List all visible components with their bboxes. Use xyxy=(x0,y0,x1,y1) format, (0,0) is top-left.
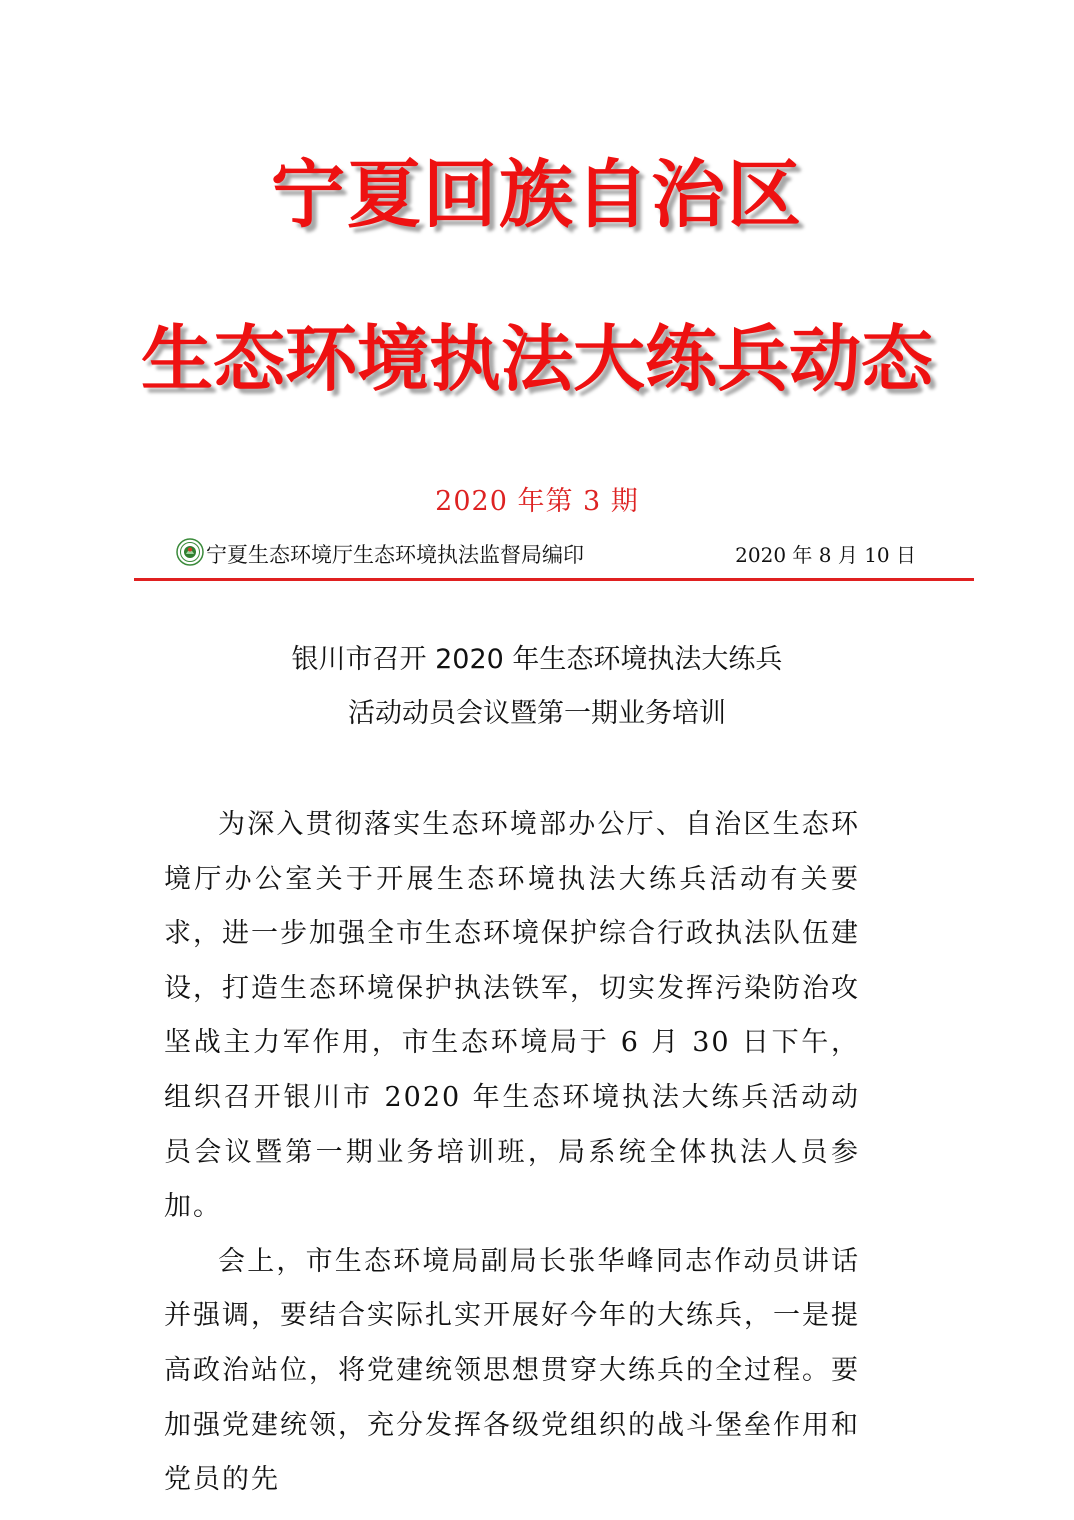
article-title-line-1: 银川市召开 2020 年生态环境执法大练兵 xyxy=(291,644,783,675)
masthead-title-line-1: 宁夏回族自治区 xyxy=(271,152,803,238)
masthead-title-line-2: 生态环境执法大练兵动态 xyxy=(140,317,933,401)
publisher-name: 宁夏生态环境厅生态环境执法监督局编印 xyxy=(206,543,584,567)
article-title-line-2: 活动动员会议暨第一期业务培训 xyxy=(348,698,726,729)
header-divider xyxy=(134,578,974,581)
issue-number: 2020 年第 3 期 xyxy=(435,486,639,517)
publication-meta-row xyxy=(176,538,916,572)
body-paragraph: 会上，市生态环境局副局长张华峰同志作动员讲话并强调，要结合实际扎实开展好今年的大练兵，一是提高政治站位，将党建统领思想贯穿大练兵的全过程。要加强党建统领，充分发挥各级党组织的战斗堡垒作用和党员的先 xyxy=(164,1245,860,1496)
article-body xyxy=(164,798,860,1508)
environment-emblem-icon xyxy=(176,538,204,566)
publication-date: 2020 年 8 月 10 日 xyxy=(735,543,916,567)
body-paragraph: 为深入贯彻落实生态环境部办公厅、自治区生态环境厅办公室关于开展生态环境执法大练兵活动有关要求，进一步加强全市生态环境保护综合行政执法队伍建设，打造生态环境保护执法铁军，切实发挥污染防治攻坚战主力军作用，市生态环境局于 6 月 30 日下午，组织召开银川市 2020 年生态环境执法大练兵活动动员会议暨第一期业务培训班，局系统全体执法人员参加。 xyxy=(164,809,860,1223)
